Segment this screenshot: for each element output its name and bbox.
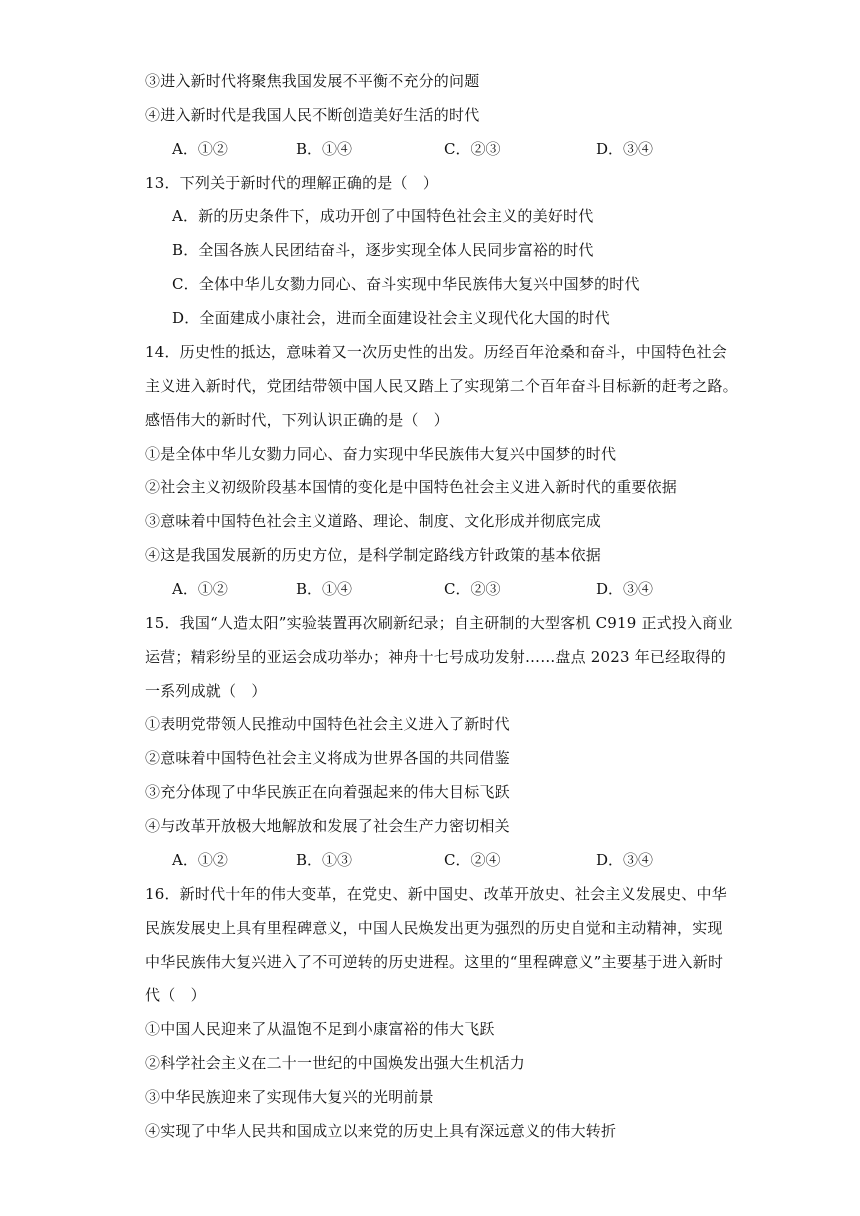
q15-option-c[interactable]: C．②④: [444, 851, 501, 869]
q15-option-a[interactable]: A．①②: [172, 851, 228, 869]
q14-item-2: ②社会主义初级阶段基本国情的变化是中国特色社会主义进入新时代的重要依据: [145, 478, 678, 496]
q16-item-3: ③中华民族迎来了实现伟大复兴的光明前景: [145, 1088, 434, 1106]
q15-option-d[interactable]: D．③④: [596, 851, 654, 869]
q14-item-1: ①是全体中华儿女勠力同心、奋力实现中华民族伟大复兴中国梦的时代: [145, 445, 617, 463]
q14-item-4: ④这是我国发展新的历史方位，是科学制定路线方针政策的基本依据: [145, 546, 602, 564]
q15-item-4: ④与改革开放极大地解放和发展了社会生产力密切相关: [145, 817, 510, 835]
q12-item-4: ④进入新时代是我国人民不断创造美好生活的时代: [145, 106, 480, 124]
q15-stem-line-1: 15．我国“人造太阳”实验装置再次刷新纪录；自主研制的大型客机 C919 正式投入商业: [145, 614, 733, 632]
q13-stem: 13．下列关于新时代的理解正确的是（ ）: [145, 174, 439, 192]
q16-stem-line-4: 代（ ）: [145, 986, 206, 1004]
q12-option-d[interactable]: D．③④: [596, 140, 654, 158]
q15-option-b[interactable]: B．①③: [296, 851, 353, 869]
q15-item-3: ③充分体现了中华民族正在向着强起来的伟大目标飞跃: [145, 783, 510, 801]
q14-stem-line-3: 感悟伟大的新时代，下列认识正确的是（ ）: [145, 411, 450, 429]
q16-stem-line-3: 中华民族伟大复兴进入了不可逆转的历史进程。这里的“里程碑意义”主要基于进入新时: [145, 953, 724, 971]
q15-stem-line-2: 运营；精彩纷呈的亚运会成功举办；神舟十七号成功发射……盘点 2023 年已经取得的: [145, 648, 726, 666]
q12-option-a[interactable]: A．①②: [172, 140, 228, 158]
q16-item-1: ①中国人民迎来了从温饱不足到小康富裕的伟大飞跃: [145, 1020, 495, 1038]
q14-option-d[interactable]: D．③④: [596, 580, 654, 598]
q12-options: [172, 139, 732, 159]
q16-stem-line-2: 民族发展史上具有里程碑意义，中国人民焕发出更为强烈的历史自觉和主动精神，实现: [145, 919, 723, 937]
q13-choice-b[interactable]: B．全国各族人民团结奋斗，逐步实现全体人民同步富裕的时代: [172, 241, 594, 259]
q13-choice-d[interactable]: D．全面建成小康社会，进而全面建设社会主义现代化大国的时代: [172, 309, 610, 327]
q13-choice-a[interactable]: A．新的历史条件下，成功开创了中国特色社会主义的美好时代: [172, 207, 594, 225]
q15-options: [172, 850, 732, 870]
q13-choice-c[interactable]: C．全体中华儿女勠力同心、奋斗实现中华民族伟大复兴中国梦的时代: [172, 275, 640, 293]
q14-option-b[interactable]: B．①④: [296, 580, 353, 598]
q14-stem-line-2: 主义进入新时代，党团结带领中国人民又踏上了实现第二个百年奋斗目标新的赶考之路。: [145, 377, 738, 395]
q14-item-3: ③意味着中国特色社会主义道路、理论、制度、文化形成并彻底完成: [145, 512, 602, 530]
q12-option-b[interactable]: B．①④: [296, 140, 353, 158]
q15-stem-line-3: 一系列成就（ ）: [145, 682, 267, 700]
q14-stem-line-1: 14．历史性的抵达，意味着又一次历史性的出发。历经百年沧桑和奋斗，中国特色社会: [145, 343, 727, 361]
q14-option-c[interactable]: C．②③: [444, 580, 501, 598]
q16-item-2: ②科学社会主义在二十一世纪的中国焕发出强大生机活力: [145, 1054, 526, 1072]
q16-item-4: ④实现了中华人民共和国成立以来党的历史上具有深远意义的伟大转折: [145, 1122, 617, 1140]
q12-option-c[interactable]: C．②③: [444, 140, 501, 158]
q14-options: [172, 579, 732, 599]
q16-stem-line-1: 16．新时代十年的伟大变革，在党史、新中国史、改革开放史、社会主义发展史、中华: [145, 885, 727, 903]
q14-option-a[interactable]: A．①②: [172, 580, 228, 598]
q15-item-1: ①表明党带领人民推动中国特色社会主义进入了新时代: [145, 715, 510, 733]
q12-item-3: ③进入新时代将聚焦我国发展不平衡不充分的问题: [145, 72, 480, 90]
q15-item-2: ②意味着中国特色社会主义将成为世界各国的共同借鉴: [145, 749, 510, 767]
